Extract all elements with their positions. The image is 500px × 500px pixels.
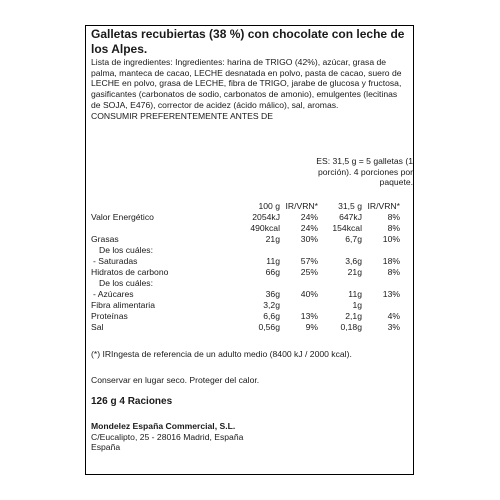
header-100g: 100 g [258,201,280,211]
manufacturer-name: Mondelez España Commercial, S.L. [91,421,236,431]
nutrient-label: De los cuáles: [99,278,153,288]
value-serving: 2,1g [345,311,362,321]
manufacturer-address: C/Eucalipto, 25 - 28016 Madrid, España [91,431,244,442]
manufacturer-country: España [91,442,121,453]
nutrient-label: - Saturadas [93,256,138,266]
header-ir-serving: IR/VRN* [367,201,400,211]
value-serving: 647kJ [339,212,362,222]
nutrient-label: - Azúcares [93,289,134,299]
value-100g: 2054kJ [252,212,280,222]
value-100g: 6,6g [263,311,280,321]
value-100g: 66g [265,267,280,277]
nutrient-label: Fibra alimentaria [91,300,155,310]
ir-serving: 10% [382,234,400,244]
ir-100g: 25% [300,267,318,277]
ir-serving: 4% [387,311,400,321]
nutrient-label: Proteínas [91,311,128,321]
value-serving: 11g [348,289,362,299]
value-100g: 490kcal [250,223,280,233]
product-title: Galletas recubiertas (38 %) con chocolate con leche de los Alpes. [91,27,405,56]
ir-serving: 18% [382,256,400,266]
ir-serving: 8% [387,212,400,222]
ingredients-text [91,57,409,121]
value-serving: 1g [352,300,362,310]
ir-100g: 24% [300,212,318,222]
ir-100g: 13% [300,311,318,321]
nutrient-label: Grasas [91,234,119,244]
ir-serving: 8% [387,267,400,277]
value-100g: 36g [265,289,280,299]
ir-100g: 40% [300,289,318,299]
nutrient-label: Sal [91,322,104,332]
value-100g: 11g [266,256,280,266]
nutrient-label: Hidratos de carbono [91,267,169,277]
ir-100g: 30% [300,234,318,244]
conservation-note: Conservar en lugar seco. Proteger del calor. [91,375,260,385]
ir-100g: 24% [300,223,318,233]
manufacturer-block [91,421,411,453]
value-100g: 0,56g [258,322,280,332]
nutrition-label [85,25,414,475]
value-100g: 3,2g [263,300,280,310]
value-serving: 154kcal [332,223,362,233]
value-serving: 6,7g [345,234,362,244]
value-serving: 21g [347,267,362,277]
best-before: CONSUMIR PREFERENTEMENTE ANTES DE [91,110,273,121]
value-serving: 0,18g [340,322,362,332]
ir-serving: 3% [387,322,400,332]
value-100g: 21g [265,234,280,244]
ir-100g: 57% [300,256,318,266]
nutrient-label: De los cuáles: [99,245,153,255]
header-serving: 31,5 g [338,201,362,211]
ir-serving: 8% [387,223,400,233]
header-ir-100: IR/VRN* [285,201,318,211]
ingredients-list: Lista de ingredientes: Ingredientes: harina de TRIGO (42%), azúcar, grasa de palma, manteca de cacao, LECHE desnatada en polvo, pasta de cacao, suero de LECHE en polvo, grasa de LECHE, fibra de TRIGO, jarabe de glucosa y fructosa, gasificantes (carbonatos de sodio, carbonatos de amonio), emulgentes (lecitinas de SOJA, E476), corrector de acidez (ácido málico), sal, aromas. [91,57,402,110]
net-quantity: 126 g 4 Raciones [91,396,173,407]
ir-100g: 9% [305,322,318,332]
ir-serving: 13% [382,289,400,299]
nutrient-label: Valor Energético [91,212,154,222]
serving-note: ES: 31,5 g = 5 galletas (1 porción). 4 porciones por paquete. [316,156,413,188]
value-serving: 3,6g [345,256,362,266]
footnote: (*) IRIngesta de referencia de un adulto medio (8400 kJ / 2000 kcal). [91,349,352,359]
